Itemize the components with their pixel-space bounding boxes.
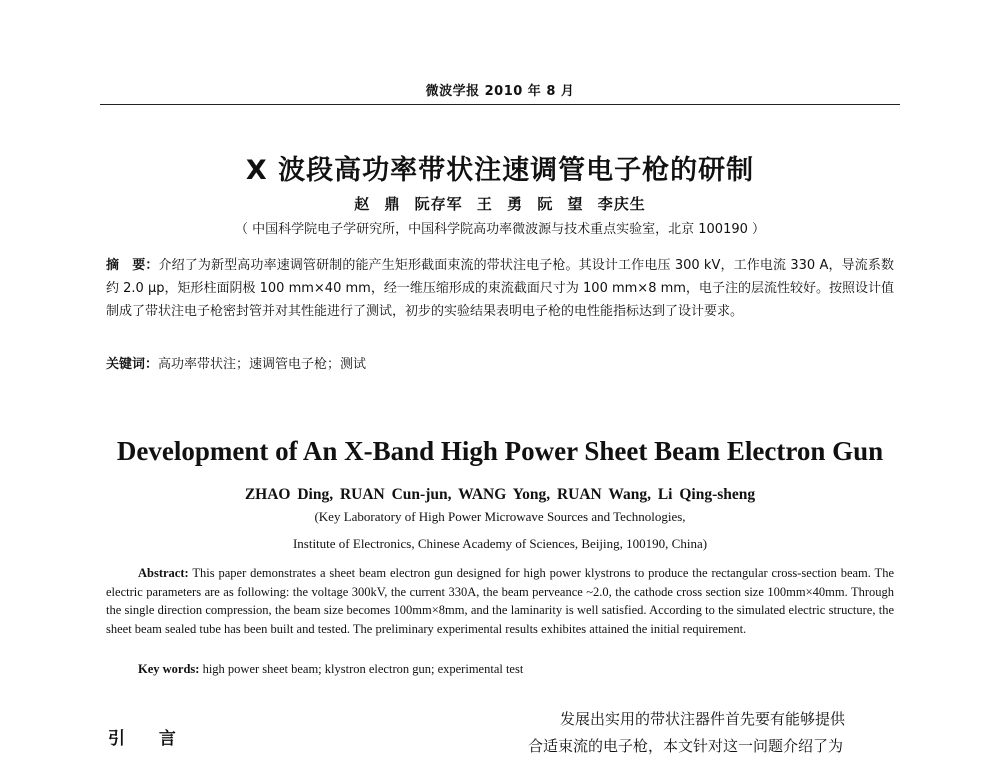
- running-header: 微波学报 2010 年 8 月: [425, 84, 575, 99]
- header-rule: [100, 104, 900, 105]
- chinese-affiliation: （ 中国科学院电子学研究所，中国科学院高功率微波源与技术重点实验室，北京 100190 ）: [234, 222, 766, 237]
- english-keywords-text: high power sheet beam; klystron electron gun; experimental test: [199, 662, 524, 676]
- english-keywords: [106, 660, 894, 678]
- chinese-abstract: [106, 254, 894, 323]
- english-abstract-label: Abstract:: [138, 566, 189, 580]
- chinese-abstract-text: 介绍了为新型高功率速调管研制的能产生矩形截面束流的带状注电子枪。其设计工作电压 300 kV，工作电流 330 A，导流系数约 2.0 μp，矩形柱面阴极 100 mm×40 mm，经一维压缩形成的束流截面尺寸为 100 mm×8 mm，电子注的层流性较好。按照设计值制成了带状注电子枪密封管并对其性能进行了测试，初步的实验结果表明电子枪的电性能指标达到了设计要求。: [106, 258, 894, 319]
- chinese-authors: 赵 鼎 阮存军 王 勇 阮 望 李庆生: [354, 195, 646, 213]
- section-heading-introduction: 引 言: [108, 729, 190, 749]
- chinese-keywords: [106, 355, 894, 375]
- chinese-keywords-label: 关键词：: [106, 357, 159, 372]
- chinese-title: X 波段高功率带状注速调管电子枪的研制: [245, 155, 755, 186]
- english-abstract: [106, 564, 894, 638]
- english-affiliation-line2: Institute of Electronics, Chinese Academy of Sciences, Beijing, 100190, China): [292, 536, 708, 551]
- english-title: Development of An X-Band High Power Sheet Beam Electron Gun: [116, 436, 884, 466]
- chinese-keywords-text: 高功率带状注；速调管电子枪；测试: [158, 357, 367, 372]
- chinese-abstract-label: 摘 要：: [106, 258, 159, 273]
- english-keywords-label: Key words:: [138, 662, 200, 676]
- introduction-line-2: 合适束流的电子枪，本文针对这一问题介绍了为: [528, 737, 844, 755]
- english-abstract-text: This paper demonstrates a sheet beam electron gun designed for high power klystrons to produce the rectangular cross-section beam. The electric parameters are as following: the voltage 300kV, the current 330A, the beam perveance ~2.0, the cathode cross section size 100mm×40mm. Through the single direction compression, the beam size becomes 100mm×8mm, and the laminarity is well satisfied. According to the simulated electric structure, the sheet beam sealed tube has been built and tested. The preliminary experimental results exhibites attained the initial requirement.: [106, 566, 894, 636]
- english-affiliation-line1: (Key Laboratory of High Power Microwave Sources and Technologies,: [314, 509, 686, 524]
- english-authors: ZHAO Ding, RUAN Cun-jun, WANG Yong, RUAN Wang, Li Qing-sheng: [244, 486, 756, 503]
- introduction-line-1: 发展出实用的带状注器件首先要有能够提供: [560, 710, 846, 728]
- introduction-body: [528, 706, 900, 760]
